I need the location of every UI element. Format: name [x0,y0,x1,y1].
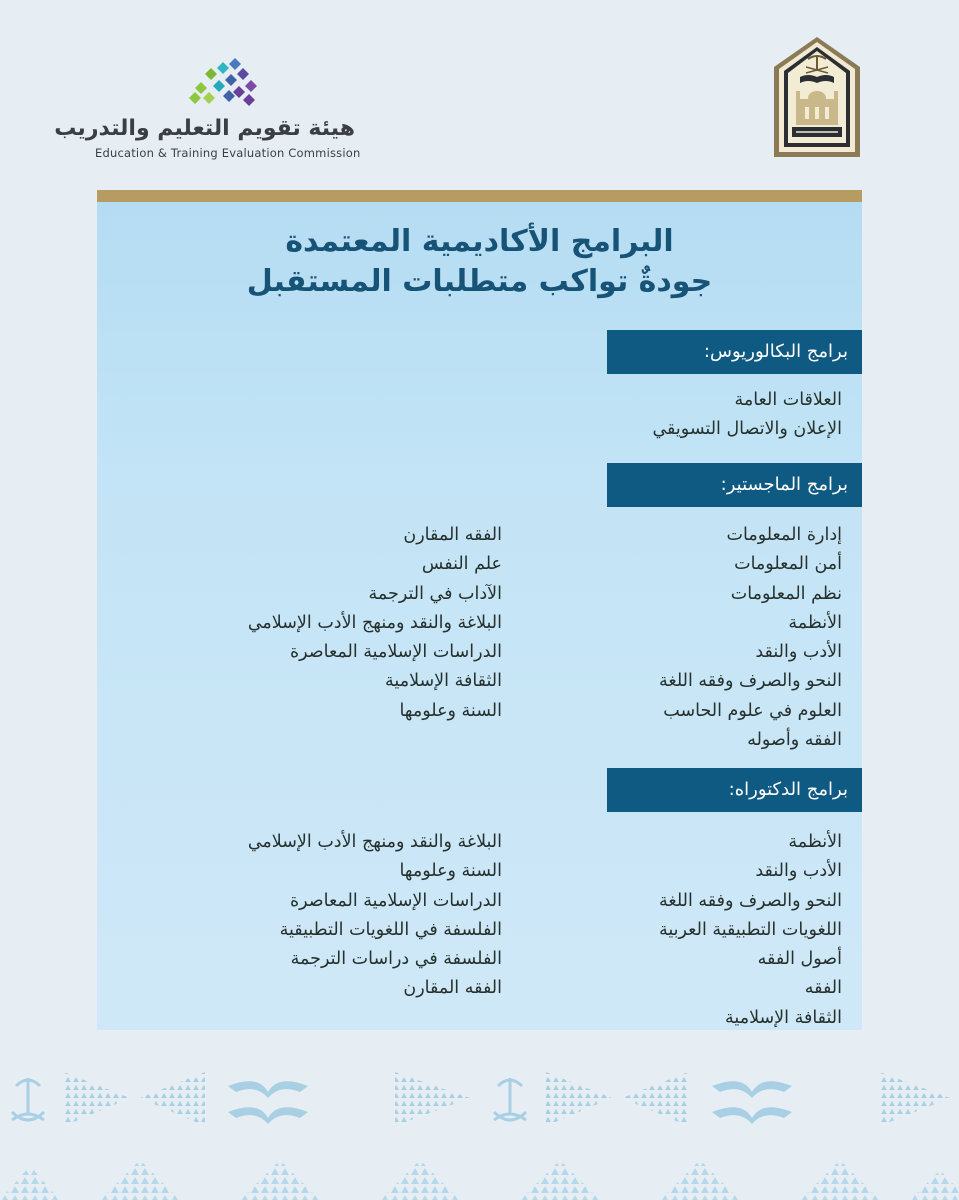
list-item: الدراسات الإسلامية المعاصرة [289,890,502,911]
list-item: الفقه المقارن [403,525,502,545]
masters-list-left [142,521,502,726]
list-item: الأنظمة [788,832,842,852]
list-item: الإعلان والاتصال التسويقي [652,419,842,440]
list-item: العلوم في علوم الحاسب [663,700,842,721]
open-book-icon [228,1081,308,1124]
bachelor-heading: برامج البكالوريوس: [607,330,862,374]
list-item: العلاقات العامة [734,390,842,410]
list-item: البلاغة والنقد ومنهج الأدب الإسلامي [247,612,502,633]
bachelor-list [542,386,842,445]
list-item: الأدب والنقد [755,642,842,663]
list-item: أمن المعلومات [734,554,842,575]
palm-swords-icon [494,1078,526,1120]
list-item: الفلسفة في دراسات الترجمة [290,949,502,970]
masters-list-right [542,521,842,755]
list-item: إدارة المعلومات [726,525,842,545]
list-item: الفلسفة في اللغويات التطبيقية [279,919,502,940]
doctorate-heading: برامج الدكتوراه: [607,768,862,812]
page-subtitle: جودةٌ تواكب متطلبات المستقبل [246,264,713,299]
etec-name-en: Education & Training Evaluation Commission [95,146,361,160]
list-item: اللغويات التطبيقية العربية [658,919,842,940]
list-item: الفقه المقارن [403,978,502,999]
list-item: النحو والصرف وفقه اللغة [659,671,842,692]
list-item: الفقه وأصوله [747,730,842,751]
list-item: السنة وعلومها [399,700,502,721]
footer-ornament [0,1068,959,1200]
list-item: الأنظمة [788,612,842,633]
list-item: الثقافة الإسلامية [385,671,502,692]
list-item: أصول الفقه [757,949,842,970]
list-item: النحو والصرف وفقه اللغة [659,890,842,911]
list-item: الدراسات الإسلامية المعاصرة [289,642,502,663]
etec-logo [54,58,361,168]
list-item: الآداب في الترجمة [368,583,502,604]
list-item: نظم المعلومات [730,583,842,604]
list-item: علم النفس [421,554,502,575]
page-title: البرامج الأكاديمية المعتمدة [285,224,674,259]
doctorate-list-right [542,828,842,1033]
list-item: الأدب والنقد [755,861,842,882]
doctorate-list-left [142,828,502,1004]
list-item: الفقه [804,978,842,999]
palm-swords-icon [12,1078,44,1120]
list-item: البلاغة والنقد ومنهج الأدب الإسلامي [247,832,502,852]
programs-card [97,190,862,1030]
gold-divider [97,190,862,202]
list-item: الثقافة الإسلامية [725,1007,842,1028]
list-item: السنة وعلومها [399,861,502,882]
imam-university-emblem-icon [772,35,862,160]
header [0,0,959,185]
masters-heading: برامج الماجستير: [607,463,862,507]
etec-name-ar: هيئة تقويم التعليم والتدريب [54,116,355,141]
open-book-icon [712,1081,792,1124]
etec-flower-icon [187,58,263,110]
